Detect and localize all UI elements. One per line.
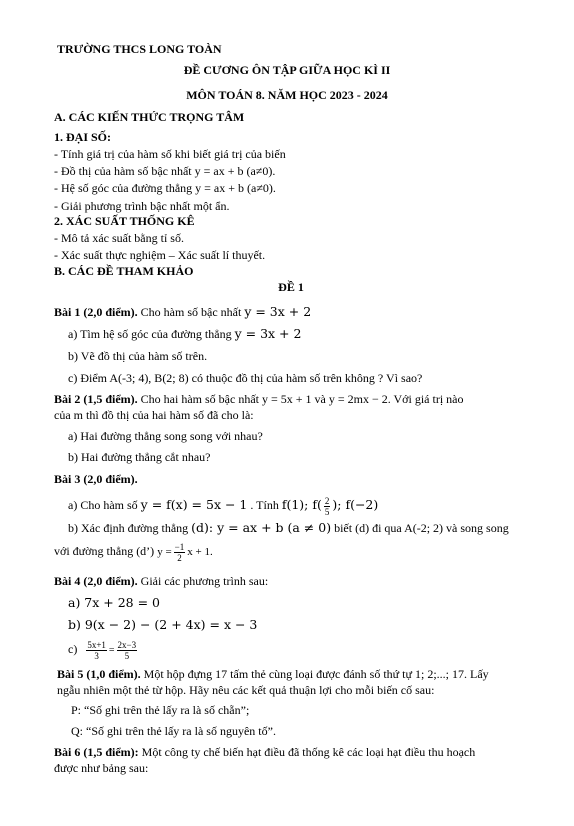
dai-so-item: - Tính giá trị của hàm số khi biết giá trị của biến	[54, 147, 286, 161]
bai-3-b-text: b) Xác định đường thẳng	[68, 521, 192, 535]
bai-4-c-label: c)	[68, 642, 78, 656]
bai-4-c-right-fraction: $\frac{2x-3}{5}$	[117, 639, 137, 661]
bai-2-prompt-line-1	[54, 392, 464, 406]
bai-4-label: Bài 4 (2,0 điểm).	[54, 574, 138, 588]
exam-label: ĐỀ 1	[278, 280, 304, 294]
bai-1-a-equation: y = 3x + 2	[234, 326, 302, 341]
bai-6-text: Một công ty chế biến hạt điều đã thống kê các loại hạt điều thu hoạch	[138, 745, 476, 759]
bai-1-label: Bài 1 (2,0 điểm).	[54, 305, 138, 319]
bai-5-label: Bài 5 (1,0 điểm).	[57, 667, 141, 681]
bai-3-b-line-2: với đường thẳng (d’) y = $\frac{-1}{2}$ x + 1.	[54, 541, 213, 563]
section-a-heading: A. CÁC KIẾN THỨC TRỌNG TÂM	[54, 110, 245, 124]
bai-4-c-left-fraction: $\frac{5x+1}{3}$	[87, 639, 106, 661]
bai-2-label: Bài 2 (1,5 điểm).	[54, 392, 138, 406]
section-b-heading: B. CÁC ĐỀ THAM KHẢO	[54, 264, 194, 278]
bai-5-prompt-line-2: ngẫu nhiên một thẻ từ hộp. Hãy nêu các kết quả thuận lợi cho mỗi biến cố sau:	[57, 683, 435, 697]
bai-1-a	[68, 327, 301, 341]
bai-4-a: a) 7x + 28 = 0	[68, 595, 161, 610]
bai-3-a-value-3: ; f(−2)	[337, 497, 379, 512]
bai-2-a: a) Hai đường thẳng song song với nhau?	[68, 429, 263, 443]
dai-so-item: - Đồ thị của hàm số bậc nhất y = ax + b (a≠0).	[54, 164, 276, 178]
bai-5-event-p: P: “Số ghi trên thẻ lấy ra là số chẵn”;	[71, 703, 250, 717]
bai-3-a-text: a) Cho hàm số	[68, 498, 141, 512]
bai-3-label: Bài 3 (2,0 điểm).	[54, 472, 138, 486]
bai-3-b-text-2: biết (d) đi qua A(-2; 2) và song song	[331, 521, 509, 535]
bai-3-b-line-1	[68, 521, 509, 535]
bai-3-b-line2-text: với đường thẳng (d’)	[54, 544, 158, 558]
bai-1-prompt	[54, 305, 311, 319]
bai-3-b-line-equation: (d): y = ax + b (a ≠ 0)	[191, 520, 332, 535]
document-title-line-1: ĐỀ CƯƠNG ÔN TẬP GIỮA HỌC KÌ II	[183, 63, 391, 77]
bai-1-c: c) Điểm A(-3; 4), B(2; 8) có thuộc đồ thị của hàm số trên không ? Vì sao?	[68, 371, 423, 385]
bai-5-prompt-line-1	[57, 667, 489, 681]
document-title-line-2: MÔN TOÁN 8. NĂM HỌC 2023 - 2024	[186, 88, 388, 102]
bai-2-text: Cho hai hàm số bậc nhất y = 5x + 1 và y = 2mx − 2. Với giá trị nào	[137, 392, 464, 406]
bai-4-text: Giải các phương trình sau:	[137, 574, 269, 588]
bai-4-prompt	[54, 574, 268, 588]
bai-3-a: a) Cho hàm số y = f(x) = 5x − 1 . Tính f(1); f( $\frac{2}{5}$ ); f(−2)	[68, 495, 379, 517]
bai-6-prompt-line-1	[54, 745, 475, 759]
dai-so-item: - Giải phương trình bậc nhất một ẩn.	[54, 199, 230, 213]
xac-suat-item: - Mô tả xác suất bằng tỉ số.	[54, 231, 184, 245]
bai-2-b: b) Hai đường thẳng cắt nhau?	[68, 450, 211, 464]
school-name: TRƯỜNG THCS LONG TOÀN	[57, 42, 222, 56]
dai-so-item: - Hệ số góc của đường thẳng y = ax + b (a≠0).	[54, 181, 276, 195]
bai-6-label: Bài 6 (1,5 điểm):	[54, 745, 139, 759]
bai-3-a-text-2: . Tính	[247, 498, 282, 512]
bai-4-b: b) 9(x − 2) − (2 + 4x) = x − 3	[68, 617, 258, 632]
bai-3-a-function: y = f(x) = 5x − 1	[140, 497, 248, 512]
bai-5-text: Một hộp đựng 17 tấm thẻ cùng loại được đánh số thứ tự 1; 2;...; 17. Lấy	[140, 667, 489, 681]
bai-6-prompt-line-2: được như bảng sau:	[54, 761, 149, 775]
bai-4-c: c) $\frac{5x+1}{3}$ = $\frac{2x-3}{5}$	[68, 639, 137, 661]
xac-suat-item: - Xác suất thực nghiệm – Xác suất lí thuyết.	[54, 248, 266, 262]
bai-3-a-value-1: f(1); f	[281, 497, 317, 512]
bai-1-a-text: a) Tìm hệ số góc của đường thẳng	[68, 327, 235, 341]
bai-1-text: Cho hàm số bậc nhất	[137, 305, 245, 319]
dai-so-heading: 1. ĐẠI SỐ:	[54, 130, 112, 144]
xac-suat-heading: 2. XÁC SUẤT THỐNG KÊ	[54, 214, 195, 228]
bai-2-prompt-line-2: của m thì đồ thị của hai hàm số đã cho là:	[54, 408, 254, 422]
bai-1-b: b) Vẽ đồ thị của hàm số trên.	[68, 349, 208, 363]
bai-3-b-fraction: $\frac{-1}{2}$	[174, 541, 185, 563]
bai-3-a-fraction: $\frac{2}{5}$	[324, 495, 330, 517]
bai-5-event-q: Q: “Số ghi trên thẻ lấy ra là số nguyên tố”.	[71, 724, 276, 738]
bai-1-equation: y = 3x + 2	[244, 304, 312, 319]
